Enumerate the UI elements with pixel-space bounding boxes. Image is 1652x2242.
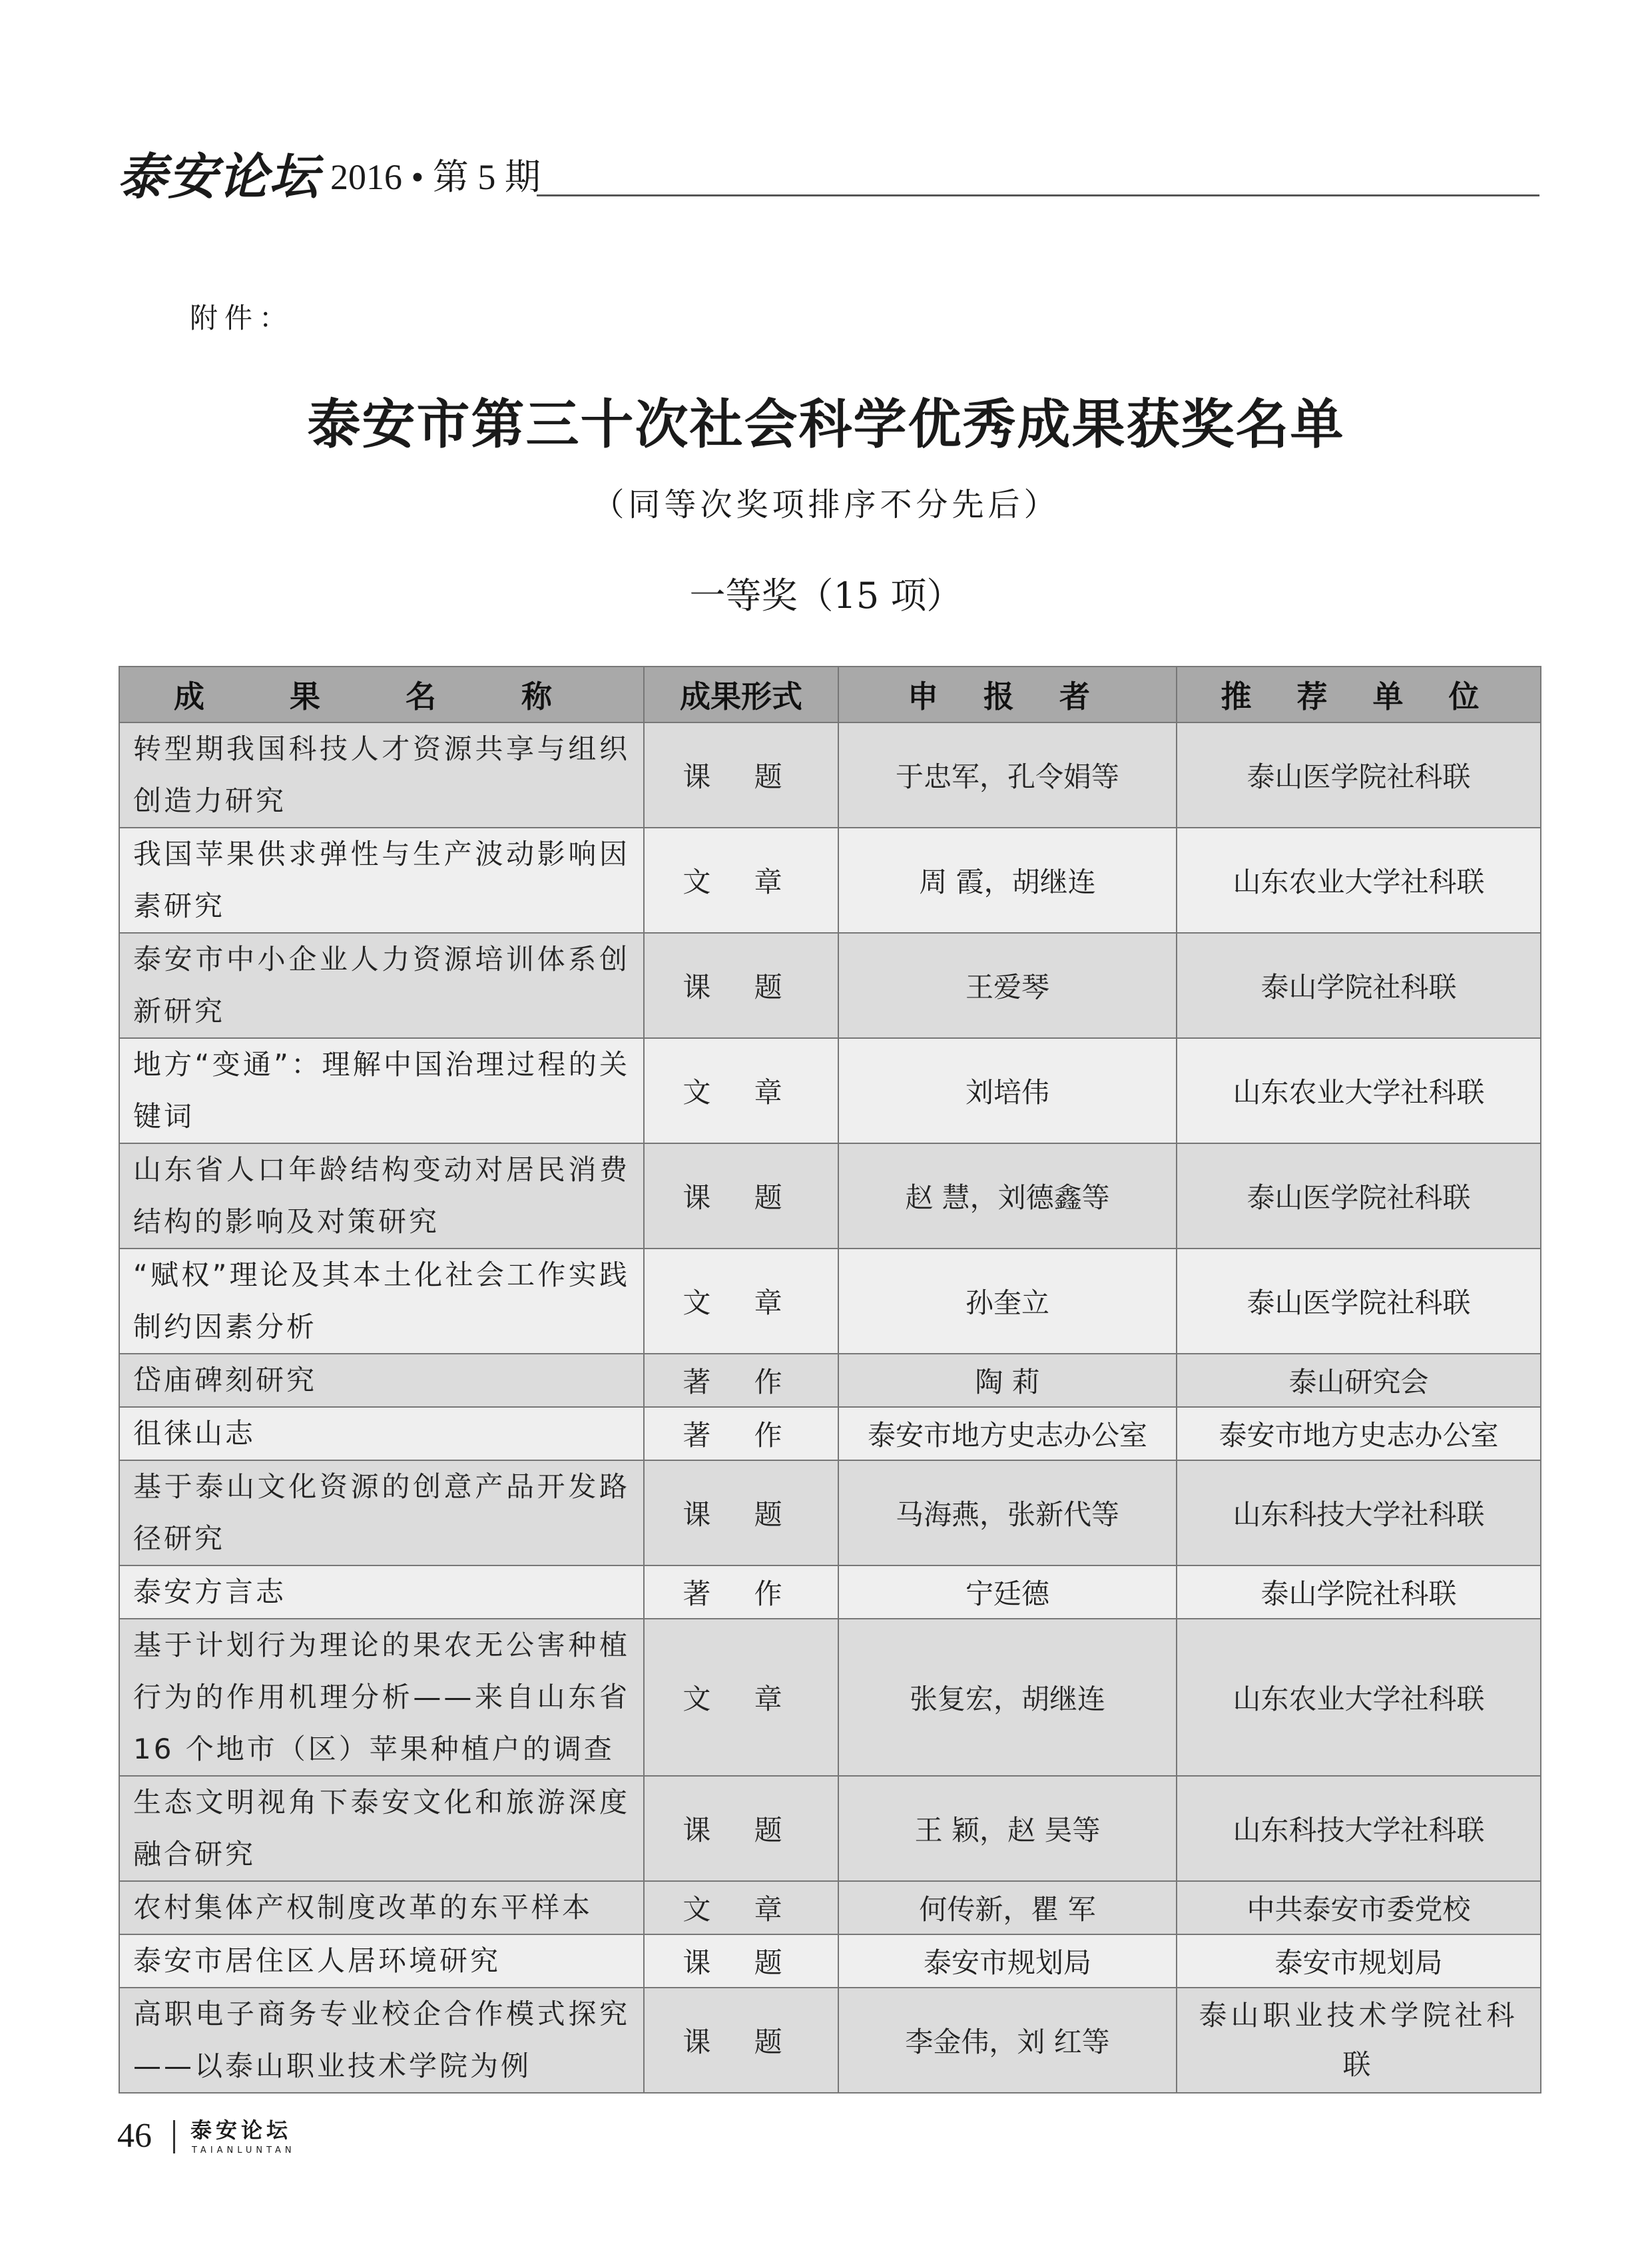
table-row: [119, 1249, 1541, 1354]
table-header-row: [119, 667, 1541, 722]
cell-form: 著 作: [644, 1407, 838, 1460]
cell-name: 农村集体产权制度改革的东平样本: [119, 1881, 644, 1934]
table-row: [119, 722, 1541, 828]
cell-name: 泰安市居住区人居环境研究: [119, 1934, 644, 1988]
cell-applicant: 泰安市规划局: [838, 1934, 1177, 1988]
table-row: [119, 1354, 1541, 1407]
cell-unit: 山东农业大学社科联: [1177, 1038, 1541, 1143]
table-row: [119, 1407, 1541, 1460]
cell-applicant: 何传新，瞿 军: [838, 1881, 1177, 1934]
header-rule: [537, 194, 1539, 196]
cell-unit: 泰山医学院社科联: [1177, 722, 1541, 828]
cell-applicant: 赵 慧，刘德鑫等: [838, 1143, 1177, 1249]
page-header: [117, 150, 1539, 204]
cell-applicant: 周 霞，胡继连: [838, 828, 1177, 933]
cell-name: 泰安方言志: [119, 1565, 644, 1619]
cell-unit: 泰山学院社科联: [1177, 1565, 1541, 1619]
cell-form: 课 题: [644, 722, 838, 828]
cell-applicant: 于忠军，孔令娟等: [838, 722, 1177, 828]
cell-form: 著 作: [644, 1354, 838, 1407]
footer-journal-name: 泰安论坛: [190, 2117, 292, 2143]
table-row: [119, 1143, 1541, 1249]
cell-name: 我国苹果供求弹性与生产波动影响因素研究: [119, 828, 644, 933]
award-table: [119, 666, 1541, 2094]
cell-unit: 山东农业大学社科联: [1177, 828, 1541, 933]
cell-name: 山东省人口年龄结构变动对居民消费结构的影响及对策研究: [119, 1143, 644, 1249]
column-header-name: 成 果 名 称: [119, 667, 644, 722]
cell-form: 课 题: [644, 1143, 838, 1249]
cell-name: 基于泰山文化资源的创意产品开发路径研究: [119, 1460, 644, 1565]
table-row: [119, 1619, 1541, 1776]
footer-journal-pinyin: TAIANLUNTAN: [192, 2145, 296, 2155]
cell-name: 基于计划行为理论的果农无公害种植行为的作用机理分析——来自山东省 16 个地市（区）苹果种植户的调查: [119, 1619, 644, 1776]
journal-name: 泰安论坛: [117, 148, 320, 206]
column-header-applicant: 申 报 者: [838, 667, 1177, 722]
cell-unit: 泰山医学院社科联: [1177, 1249, 1541, 1354]
cell-applicant: 王爱琴: [838, 933, 1177, 1038]
issue-label: 2016 • 第 5 期: [330, 157, 541, 197]
table-row: [119, 1565, 1541, 1619]
cell-applicant: 刘培伟: [838, 1038, 1177, 1143]
cell-applicant: 孙奎立: [838, 1249, 1177, 1354]
cell-unit: 中共泰安市委党校: [1177, 1881, 1541, 1934]
cell-name: 高职电子商务专业校企合作模式探究——以泰山职业技术学院为例: [119, 1988, 644, 2093]
cell-unit: 泰安市规划局: [1177, 1934, 1541, 1988]
cell-form: 课 题: [644, 1934, 838, 1988]
column-header-form: 成果形式: [644, 667, 838, 722]
cell-name: “赋权”理论及其本土化社会工作实践制约因素分析: [119, 1249, 644, 1354]
cell-unit: 泰山研究会: [1177, 1354, 1541, 1407]
cell-applicant: 宁廷德: [838, 1565, 1177, 1619]
cell-name: 岱庙碑刻研究: [119, 1354, 644, 1407]
cell-form: 文 章: [644, 828, 838, 933]
cell-applicant: 泰安市地方史志办公室: [838, 1407, 1177, 1460]
cell-name: 徂徕山志: [119, 1407, 644, 1460]
cell-applicant: 马海燕，张新代等: [838, 1460, 1177, 1565]
cell-form: 文 章: [644, 1619, 838, 1776]
attachment-label: 附件：: [190, 302, 294, 334]
table-row: [119, 1460, 1541, 1565]
page-subtitle: （同等次奖项排序不分先后）: [592, 486, 1060, 523]
cell-name: 地方“变通”：理解中国治理过程的关键词: [119, 1038, 644, 1143]
cell-applicant: 李金伟，刘 红等: [838, 1988, 1177, 2093]
cell-unit: 泰山医学院社科联: [1177, 1143, 1541, 1249]
cell-form: 文 章: [644, 1249, 838, 1354]
cell-applicant: 张复宏，胡继连: [838, 1619, 1177, 1776]
cell-form: 著 作: [644, 1565, 838, 1619]
cell-unit: 泰山学院社科联: [1177, 933, 1541, 1038]
cell-name: 泰安市中小企业人力资源培训体系创新研究: [119, 933, 644, 1038]
table-row: [119, 1038, 1541, 1143]
cell-form: 课 题: [644, 1988, 838, 2093]
table-row: [119, 1988, 1541, 2093]
cell-applicant: 王 颖，赵 昊等: [838, 1776, 1177, 1881]
page-number: 46: [117, 2117, 152, 2155]
table-row: [119, 828, 1541, 933]
column-header-unit: 推 荐 单 位: [1177, 667, 1541, 722]
cell-unit: 山东科技大学社科联: [1177, 1460, 1541, 1565]
table-row: [119, 1881, 1541, 1934]
table-row: [119, 933, 1541, 1038]
cell-name: 转型期我国科技人才资源共享与组织创造力研究: [119, 722, 644, 828]
cell-form: 文 章: [644, 1881, 838, 1934]
cell-unit: 山东农业大学社科联: [1177, 1619, 1541, 1776]
section-title: 一等奖（15 项）: [689, 575, 963, 617]
cell-unit: 山东科技大学社科联: [1177, 1776, 1541, 1881]
table-row: [119, 1776, 1541, 1881]
cell-unit: 泰山职业技术学院社科联: [1177, 1988, 1541, 2093]
cell-unit: 泰安市地方史志办公室: [1177, 1407, 1541, 1460]
cell-name: 生态文明视角下泰安文化和旅游深度融合研究: [119, 1776, 644, 1881]
page-footer: [117, 2116, 517, 2169]
cell-form: 课 题: [644, 933, 838, 1038]
table-row: [119, 1934, 1541, 1988]
cell-applicant: 陶 莉: [838, 1354, 1177, 1407]
cell-form: 课 题: [644, 1776, 838, 1881]
cell-form: 文 章: [644, 1038, 838, 1143]
cell-form: 课 题: [644, 1460, 838, 1565]
footer-rule: [173, 2120, 175, 2153]
page-title: 泰安市第三十次社会科学优秀成果获奖名单: [307, 394, 1345, 455]
